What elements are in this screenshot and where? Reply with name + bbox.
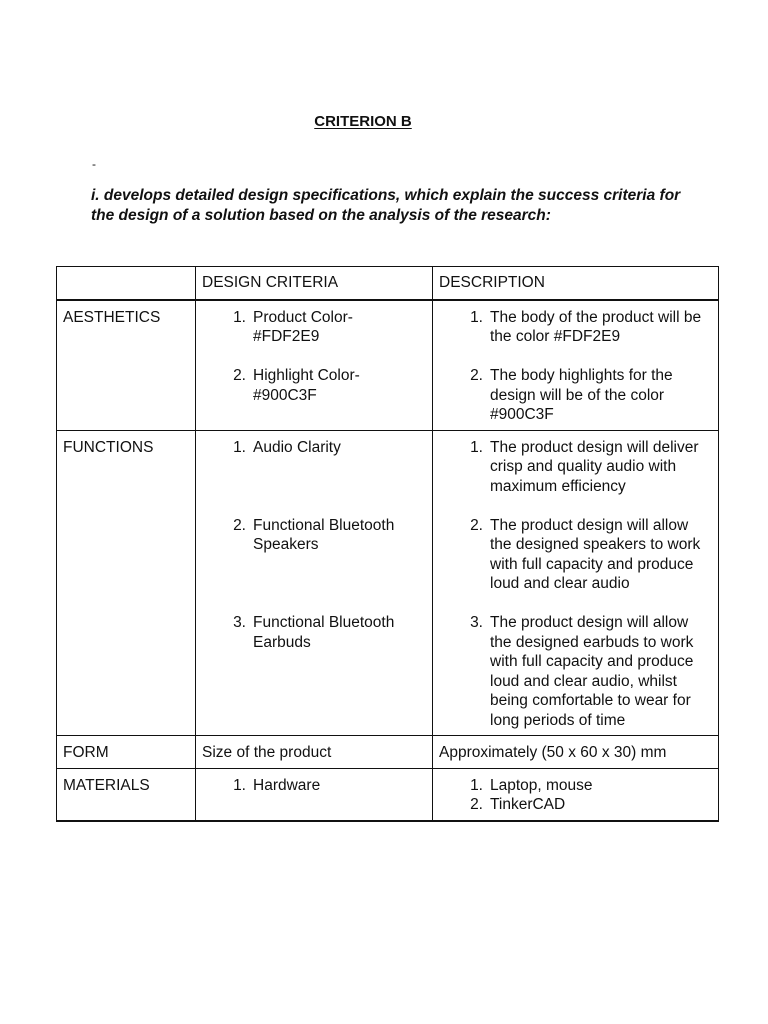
dash-marker: -	[92, 157, 96, 171]
description-cell	[433, 430, 719, 736]
list-item: 3. Functional Bluetooth Earbuds	[233, 614, 395, 651]
category-cell: FORM	[57, 736, 196, 769]
criteria-cell	[196, 768, 433, 821]
table-row-materials	[57, 768, 719, 821]
category-cell: AESTHETICS	[57, 300, 196, 431]
table-row-functions	[57, 430, 719, 736]
list-item: 1. Audio Clarity	[233, 438, 341, 456]
list-item: 1. The body of the product will be the color #FDF2E9	[470, 308, 702, 345]
list-item: 1. Hardware	[233, 776, 321, 794]
list-item: 2. The body highlights for the design will be of the color #900C3F	[470, 367, 673, 423]
list-item: 1. The product design will deliver crisp and quality audio with maximum efficiency	[470, 438, 699, 495]
list-item: 2. Functional Bluetooth Speakers	[233, 516, 395, 553]
table-header-row	[57, 267, 719, 300]
header-cell-design-criteria: DESIGN CRITERIA	[196, 267, 433, 300]
list-item: 3. The product design will allow the designed earbuds to work with full capacity and produce loud and clear audio, whilst being comfortable to wear for long periods of time	[470, 614, 694, 729]
list-item: 2. The product design will allow the designed speakers to work with full capacity and produce loud and clear audio	[470, 516, 701, 592]
table-row-form	[57, 736, 719, 769]
criteria-cell: Size of the product	[196, 736, 433, 769]
list-item: 1. Laptop, mouse	[470, 776, 593, 794]
page-title: CRITERION B	[314, 113, 412, 130]
description-cell	[433, 768, 719, 821]
list-item: 2. TinkerCAD	[470, 796, 566, 813]
list-item: 1. Product Color- #FDF2E9	[233, 308, 353, 345]
category-cell: FUNCTIONS	[57, 430, 196, 736]
header-cell-description: DESCRIPTION	[433, 267, 719, 300]
intro-paragraph: i. develops detailed design specifications, which explain the success criteria for the design of a solution based on the analysis of the research:	[91, 187, 681, 224]
category-cell: MATERIALS	[57, 768, 196, 821]
criteria-cell	[196, 300, 433, 431]
list-item: 2. Highlight Color- #900C3F	[233, 367, 360, 404]
header-cell-blank	[57, 267, 196, 300]
design-spec-table	[56, 266, 719, 822]
description-cell	[433, 300, 719, 431]
criteria-cell	[196, 430, 433, 736]
description-cell: Approximately (50 x 60 x 30) mm	[433, 736, 719, 769]
table-row-aesthetics	[57, 300, 719, 431]
